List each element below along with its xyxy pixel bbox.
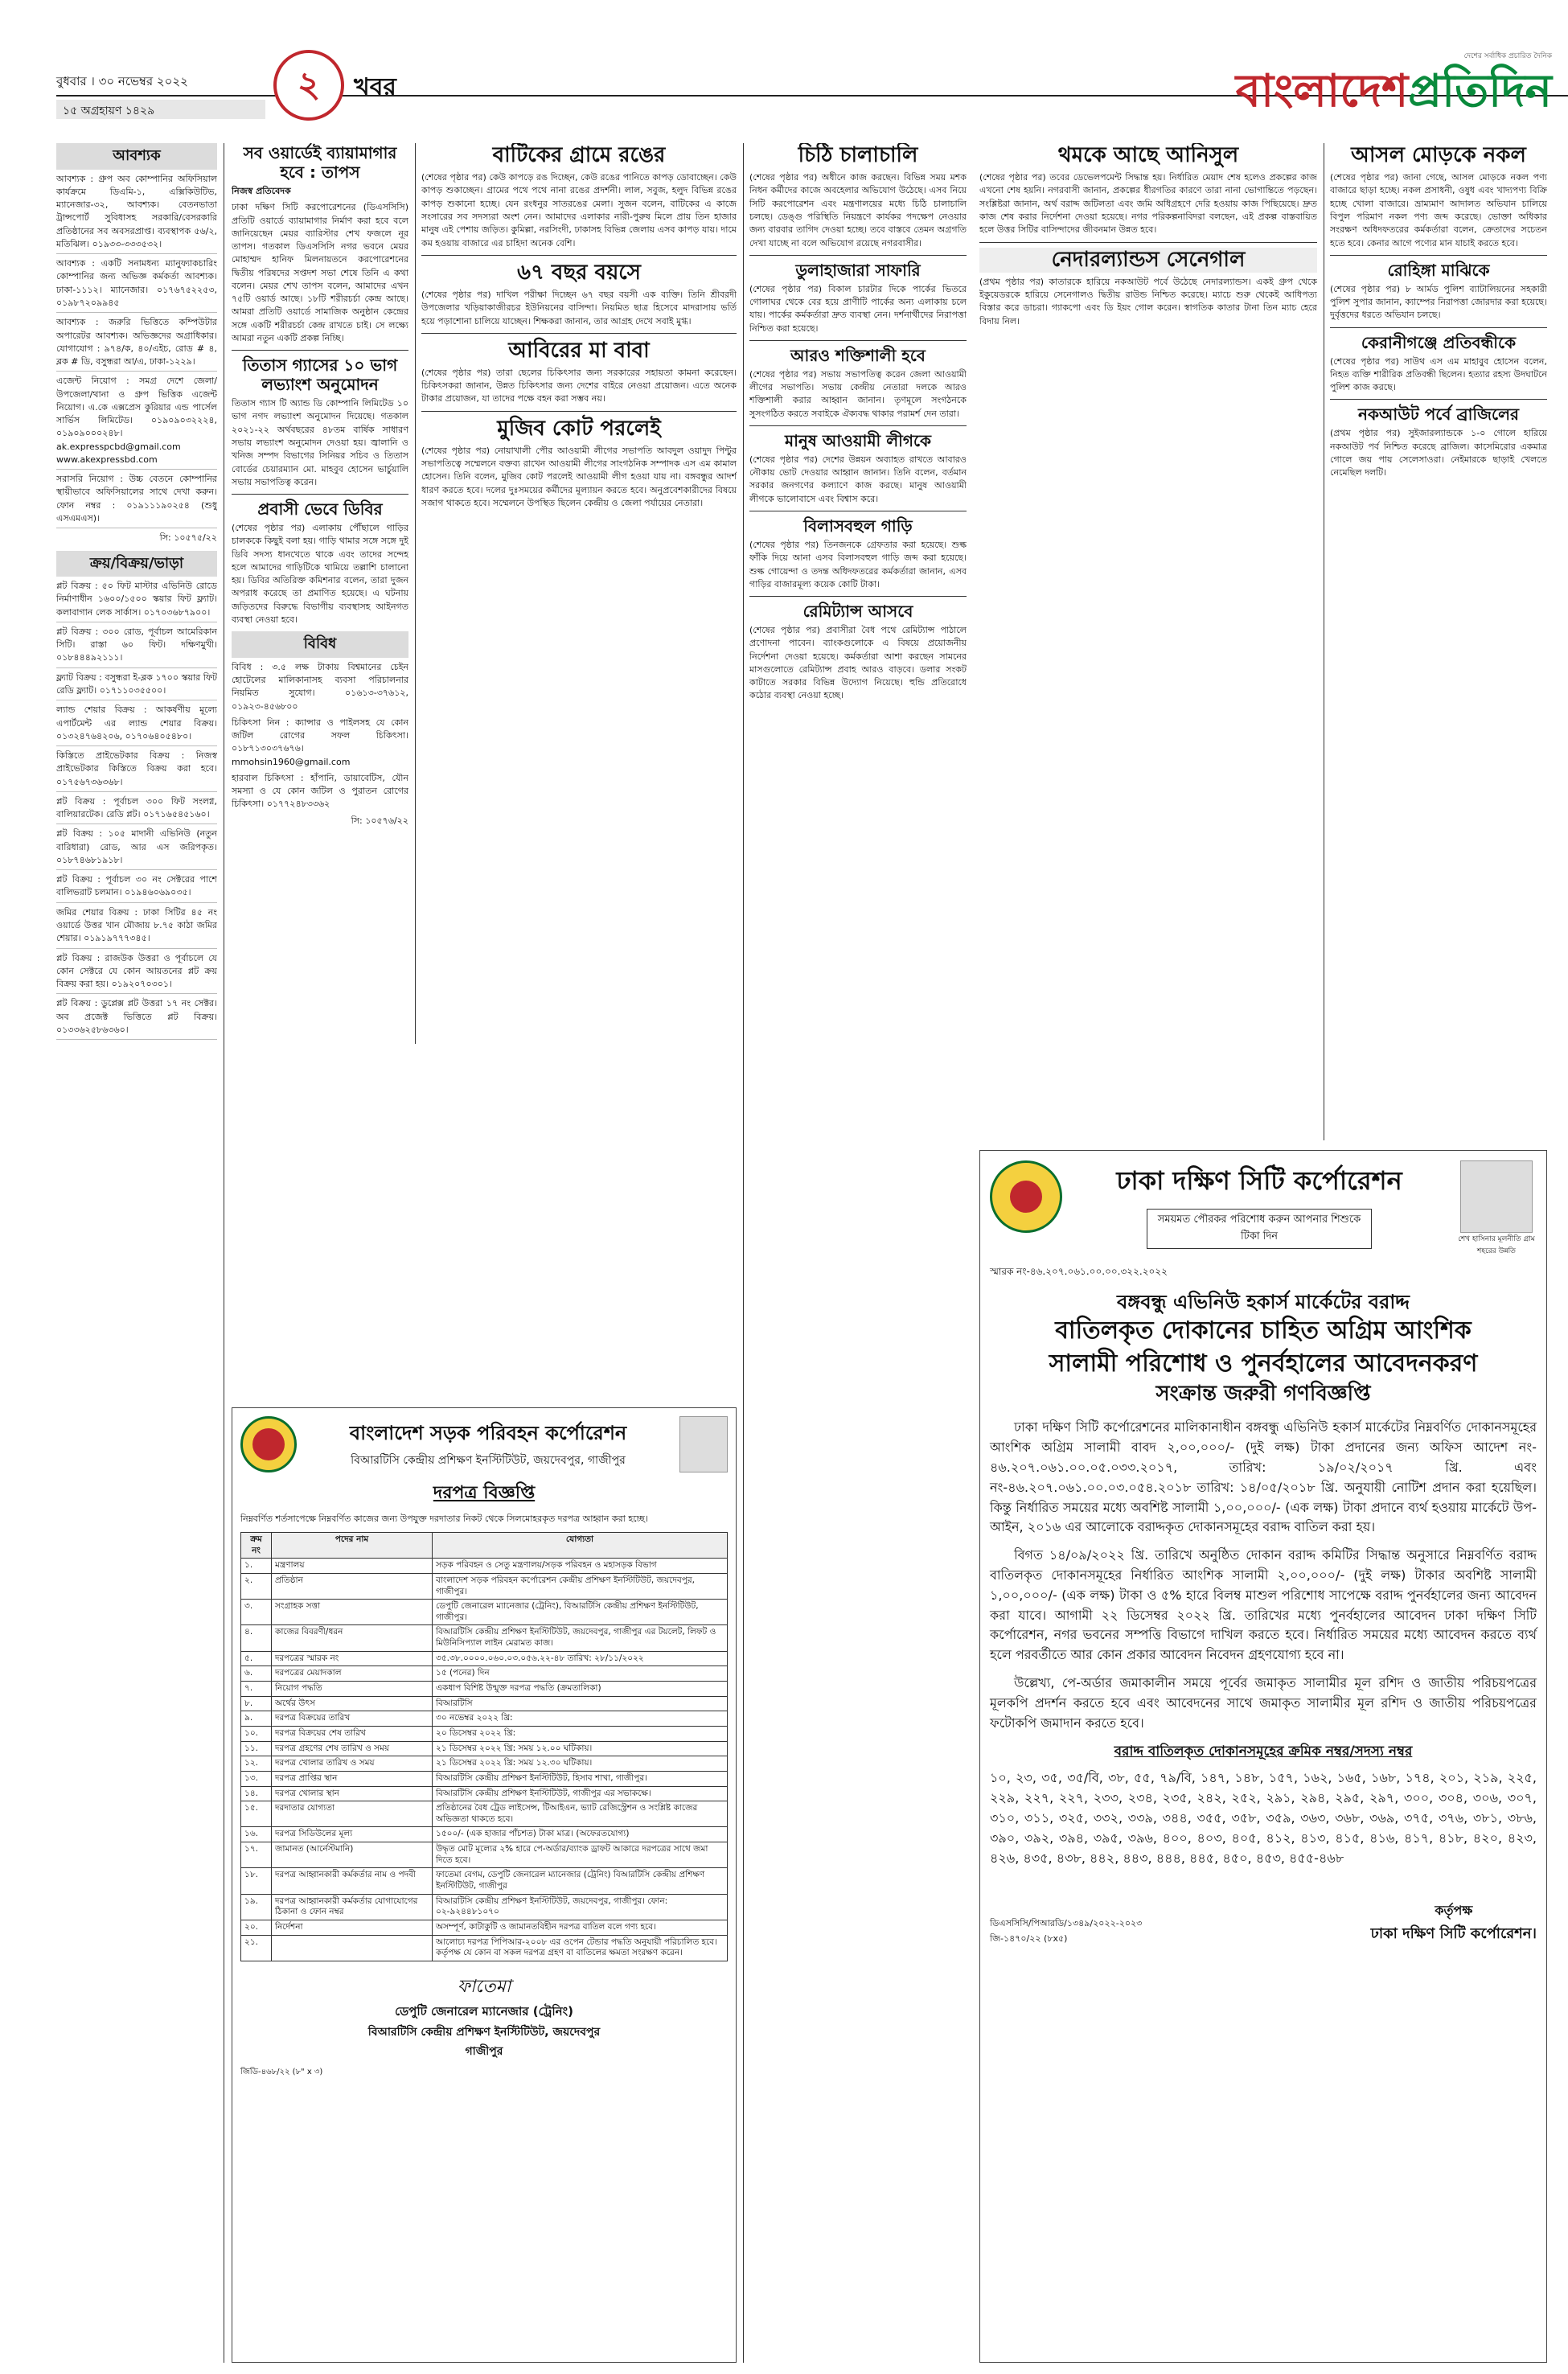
headline-awami: আরও শক্তিশালী হবে [790,345,926,365]
sale-item: প্লট বিক্রয় : ৩০০ রোড, পূর্বাচল আমেরিকান সিটি। রাস্তা ৬০ ফিট। দক্ষিণমুখী। ০১৮৪৪৪৯২১১১। [56,626,217,668]
ad-title: দরপত্র বিজ্ঞপ্তি [433,1483,536,1503]
tender-cell: ২০. [241,1920,272,1935]
divider [232,494,408,495]
tender-cell: বিআরটিসি কেন্দ্রীয় প্রশিক্ষণ ইনস্টিটিউট, জয়দেবপুর, গাজীপুর। ফোন: ০২-৯২৪৪৮১০৭০ [433,1894,728,1920]
column-2 [232,143,408,1044]
tender-cell: দরদাতার যোগ্যতা [272,1801,433,1827]
article-body-car: (শেষের পৃষ্ঠার পর) তিনজনকে গ্রেফতার করা হয়েছে। শুল্ক ফাঁকি দিয়ে আনা এসব বিলাসবহুল গাড়ি জব্দ করা হয়েছে। শুল্ক গোয়েন্দা ও তদন্ত অধিদফতরের কর্মকর্তারা জানান, এসব গাড়ির বাজারমূল্য কয়েক কোটি টাকা। [749,539,967,589]
tender-cell: ১৫. [241,1801,272,1827]
tender-cell: ১৫ (পনের) দিন [433,1666,728,1682]
sale-item: প্লট বিক্রয় : পূর্বাচল ৩০০ ফিট সংলগ্ন, বালিয়ারটেক। রেডি প্লট। ০১৭১৬৫৪৫১৬০। [56,795,217,825]
headline-keraniganj: কেরানীগঞ্জে প্রতিবন্ধীকে [1361,332,1517,352]
article-body-gym: ঢাকা দক্ষিণ সিটি করপোরেশনের (ডিএসসিসি) প্রতিটি ওয়ার্ডে ব্যায়ামাগার নির্মাণ করা হবে বলে জানিয়েছেন মেয়র ব্যারিস্টার শেখ ফজলে নূর তাপস। গতকাল ডিএসসিসি নগর ভবনে মেয়র মোহাম্মদ হানিফ মিলনায়তনে করপোরেশনের দ্বিতীয় পরিষদের সপ্তদশ সভা শেষে তিনি এ কথা বলেন। মেয়র শেখ তাপস বলেন, আমাদের এখন ৭৫টি ওয়ার্ড আছে। ১৮টি শরীরচর্চা কেন্দ্র আছে। আমরা প্রতিটি ওয়ার্ডে সামাজিক অনুষ্ঠান কেন্দ্রের সঙ্গে একটি শরীরচর্চা কেন্দ্র রাখতে চাই। সে লক্ষ্যে আমরা নতুন একটি প্রকল্প নিচ্ছি। [232,202,408,343]
tender-cell: ডেপুটি জেনারেল ম্যানেজার (ট্রেনিং), বিআরটিসি কেন্দ্রীয় প্রশিক্ষণ ইনস্টিটিউট, গাজীপুর। [433,1600,728,1625]
tender-cell: ৩০ নভেম্বর ২০২২ খ্রি: [433,1711,728,1727]
tender-row [241,1868,728,1894]
tender-cell: ১৪. [241,1786,272,1801]
headline-netherlands: নেদারল্যান্ডস সেনেগাল [979,248,1317,273]
sale-item: জমির শেয়ার বিক্রয় : ঢাকা সিটির ৪৫ নং ওয়ার্ডে উত্তর খান মৌজায় ৮.৭৫ কাঠা জমির শেয়ার। ০১৯১৯৭৭৭৩৪৫। [56,906,217,949]
tender-row [241,1559,728,1574]
tender-cell: দরপত্রের মেয়াদকাল [272,1666,433,1682]
sale-item: ল্যান্ড শেয়ার বিক্রয় : আকর্ষণীয় মূল্যে এপার্টমেন্ট এর ল্যান্ড শেয়ার বিক্রয়। ০১৩২৪৭৬৪২০৬, ০১৭০৬৪০৫৪৮০। [56,704,217,746]
dscc-para-1: ঢাকা দক্ষিণ সিটি কর্পোরেশনের মালিকানাধীন বঙ্গবন্ধু এভিনিউ হকার্স মার্কেটের নিম্নবর্ণিত দোকানসমূহের আংশিক অগ্রিম সালামী বাবদ ২,০০,০০০/- (দুই লক্ষ) টাকা প্রদানের জন্য অফিস আদেশ নং- ৪৬.২০৭.০৬১.০০.০৫.০৩৩.২০১৭, তারিখ: ১৯/০২/২০১৭ খ্রি. এবং নং-৪৬.২০৭.০৬১.০০.০৩.০৫৪.২০১৮ তারিখ: ১৪/০৫/২০১৮ খ্রি. অনুযায়ী নোটিশ প্রদান করা হয়েছিল। কিন্তু নির্ধারিত সময়ের মধ্যে অবশিষ্ট সালামী ১,০০,০০০/- (এক লক্ষ) টাকা প্রদানে ব্যর্থ হওয়ায় মার্কেটে উপ-আইন, ২০১৬ এর আলোকে বরাদ্দকৃত দোকানসমূহের বরাদ্দ বাতিল করা হয়। [990,1419,1537,1535]
tender-cell: অসম্পূর্ণ, কাটাকুটি ও জামানতবিহীন দরপত্র বাতিল বলে গণ্য হবে। [433,1920,728,1935]
ad-sub: বিআরটিসি কেন্দ্রীয় প্রশিক্ষণ ইনস্টিটিউট, জয়দেবপুর, গাজীপুর [351,1454,626,1467]
sale-item: কিস্তিতে প্রাইভেটকার বিক্রয় : নিজস্ব প্রাইভেটকার কিস্তিতে বিক্রয় করা হবে। ০১৭৫৬৭৩৬৩৬৮। [56,750,217,792]
sig-place: গাজীপুর [465,2044,503,2058]
tender-cell: দরপত্র বিক্রয়ের তারিখ [272,1711,433,1727]
article-body-awami: (শেষের পৃষ্ঠার পর) সভায় সভাপতিত্ব করেন জেলা আওয়ামী লীগের সভাপতি। সভায় কেন্দ্রীয় নেতারা দলকে আরও শক্তিশালী করার আহ্বান জানান। তৃণমূলে সংগঠনকে সুসংগঠিত করতে সবাইকে ঐক্যবদ্ধ থাকার পরামর্শ দেন তারা। [749,368,967,419]
tender-cell: দরপত্র খোলার তারিখ ও সময় [272,1756,433,1772]
tender-cell: ৩৫.৩৮.০০০০.০৬০.০৩.০৫৬.২২-৪৮ তারিখ: ২৮/১১/২০২২ [433,1651,728,1666]
article-body-safari: (শেষের পৃষ্ঠার পর) বিকাল চারটার দিকে পার্কের ভিতরে গোলাঘর থেকে বের হয়ে প্রাণীটি পার্কের অন্য এলাকায় চলে যায়। পার্কের কর্মকর্তারা দ্রুত ব্যবস্থা নেন। দর্শনার্থীদের নিরাপত্তা নিশ্চিত করা হয়েছে। [749,283,967,334]
tender-cell: সংগ্রাহক সত্তা [272,1600,433,1625]
ad-intro: নিম্নবর্ণিত শর্তসাপেক্ষে নিম্নবর্ণিত কাজের জন্য উপযুক্ত দরদাতার নিকট থেকে সিলমোহরকৃত দরপত্র আহ্বান করা হচ্ছে। [240,1514,648,1524]
article-body-netherlands: (প্রথম পৃষ্ঠার পর) কাতারকে হারিয়ে নকআউট পর্বে উঠেছে নেদারল্যান্ডস। একই গ্রুপ থেকে ইকুয়েডরকে হারিয়ে সেনেগালও দ্বিতীয় রাউন্ড নিশ্চিত করেছে। ম্যাচে শুরু থেকেই আধিপত্য বিস্তার করে ডাচরা। গ্যাকপো এবং ডি ইয়ং গোল করেন। স্বাগতিক কাতার টানা তিন ম্যাচ হেরে বিদায় নিল। [979,276,1317,327]
tender-row [241,1756,728,1772]
article-body-keraniganj: (শেষের পৃষ্ঠার পর) সাউথ এস এম মাহাবুব হোসেন বলেন, নিহত ব্যক্তি শারীরিক প্রতিবন্ধী ছিলেন। হত্যার রহস্য উদঘাটনে পুলিশ কাজ করছে। [1330,355,1547,393]
tender-cell: দরপত্র বিক্রয়ের শেষ তারিখ [272,1726,433,1741]
tender-cell: দরপত্র প্রাপ্তির স্থান [272,1771,433,1786]
ad-code: জিডি-৪৬৮/২২ (৮" x ৩) [240,2067,323,2076]
headline-abir: আবিরের মা বাবা [508,338,650,363]
article-body-gas: তিতাস গ্যাস টি অ্যান্ড ডি কোম্পানি লিমিটেড ১০ ভাগ নগদ লভ্যাংশ অনুমোদন দিয়েছে। গতকাল ২০২১-২২ অর্থবছরের ৪৮তম বার্ষিক সাধারণ সভায় লভ্যাংশ অনুমোদন দেওয়া হয়। জ্বালানি ও খনিজ সম্পদ বিভাগের সিনিয়র সচিব ও তিতাস বোর্ডের চেয়ারম্যান মো. মাহবুব হোসেন ভার্চুয়ালি সভায় সভাপতিত্ব করেন। [232,398,408,487]
tender-cell: ১৩. [241,1771,272,1786]
dscc-footer-code-2: জি-১৪৭০/২২ (৮x৫) [990,1933,1068,1945]
tender-cell: দরপত্র আহ্বানকারী কর্মকর্তার যোগাযোগের ঠিকানা ও ফোন নম্বর [272,1894,433,1920]
classified-item: আবশ্যক : জরুরি ভিত্তিতে কম্পিউটার অপারেটর আবশ্যক। অভিজ্ঞদের অগ্রাধিকার। যোগাযোগ : ৯৭৪/ক, ৪০/এইচ, রোড # ৪, ব্লক # ডি, বসুন্ধরা আ/এ, ঢাকা-১২২৯। [56,316,217,372]
tender-col-header: যোগ্যতা [433,1533,728,1559]
dscc-headline: সালামী পরিশোধ ও পুনর্বহালের আবেদনকরণ [1049,1349,1478,1378]
misc-code: সি: ১০৫৭৬/২২ [351,815,408,826]
tender-cell: ১৫০০/- (এক হাজার পাঁচশত) টাকা মাত্র। (অফেরতযোগ্য) [433,1827,728,1842]
divider [749,340,967,341]
brtc-logo [240,1416,297,1472]
tender-advertisement [232,1407,737,2363]
tender-row [241,1827,728,1842]
column-divider [415,143,416,1044]
dscc-footer-code: ডিএসসিসি/পিআরডি/১৩৪৯/২০২২-২০২৩ [990,1918,1143,1929]
tender-cell: বিআরটিসি কেন্দ্রীয় প্রশিক্ষণ ইনস্টিটিউট, জয়দেবপুর, গাজীপুর এর টয়লেট, লিফট ও মিউনিসিপ্যাল লাইন মেরামত কাজ। [433,1625,728,1651]
tender-row [241,1682,728,1697]
divider [421,333,737,334]
article-body-mujib: (শেষের পৃষ্ঠার পর) নোয়াখালী পৌর আওয়ামী লীগের সভাপতি আবদুল ওয়াদুদ পিন্টুর সভাপতিত্বে সম্মেলনে বক্তব্য রাখেন আওয়ামী লীগের সাংগঠনিক সম্পাদক এস এম কামাল হোসেন। তিনি বলেন, মুজিব কোট পরলেই আওয়ামী লীগ হওয়া যায় না। বঙ্গবন্ধুর আদর্শ ধারণ করতে হবে। দলের দুঃসময়ের কর্মীদের মূল্যায়ন করতে হবে। অনুপ্রবেশকারীদের বিষয়ে সজাগ থাকতে হবে। সম্মেলনে উপস্থিত ছিলেন কেন্দ্রীয় ও জেলা পর্যায়ের নেতারা। [421,445,737,508]
headline-car: বিলাসবহুল গাড়ি [803,515,913,536]
article-body-abir: (শেষের পৃষ্ঠার পর) তারা ছেলের চিকিৎসার জন্য সরকারের সহায়তা কামনা করেছেন। চিকিৎসকরা জানান, উন্নত চিকিৎসার জন্য দেশের বাইরে নেওয়া প্রয়োজন। এতে অনেক টাকার প্রয়োজন, যা তাদের পক্ষে বহন করা সম্ভব নয়। [421,367,737,405]
article-body-fake: (শেষের পৃষ্ঠার পর) জানা গেছে, আসল মোড়কে নকল পণ্য বাজারে ছাড়া হচ্ছে। নকল প্রসাধনী, ওষুধ এবং খাদ্যপণ্য বিক্রি হচ্ছে খোলা বাজারে। ভ্রাম্যমাণ আদালত অভিযান চালিয়ে বিপুল পরিমাণ নকল পণ্য জব্দ করেছে। ভোক্তা অধিকার সংরক্ষণ অধিদফতরের কর্মকর্তারা বলেন, ক্রেতাদের সচেতন হতে হবে। কেনার আগে পণ্যের মান যাচাই করতে হবে। [1330,172,1547,248]
headline-probashi: প্রবাসী ভেবে ডিবির [257,499,383,520]
headline-age: ৬৭ বছর বয়সে [517,260,641,285]
divider [979,242,1317,243]
tender-cell: মন্ত্রণালয় [272,1559,433,1574]
headline-anisul: থমকে আছে আনিসুল [1057,143,1239,167]
masthead [0,0,1568,129]
article-body-remittance: (শেষের পৃষ্ঠার পর) প্রবাসীরা বৈধ পথে রেমিট্যান্স পাঠালে প্রণোদনা পাবেন। ব্যাংকগুলোকে এ বিষয়ে প্রয়োজনীয় নির্দেশনা দেওয়া হয়েছে। কর্মকর্তারা আশা করছেন সামনের মাসগুলোতে রেমিট্যান্স প্রবাহ আরও বাড়বে। ডলার সংকট কাটাতে সরকার বিভিন্ন উদ্যোগ নিয়েছে। হুন্ডি প্রতিরোধে কঠোর ব্যবস্থা নেওয়া হচ্ছে। [749,625,967,701]
sale-item: প্লট বিক্রয় : ১০৫ মাদানী এভিনিউ (নতুন বারিধারা) রোড, আর এস জরিপকৃত। ০১৮৭৪৬৮১৯১৮। [56,828,217,870]
logo-tagline: দেশের সর্বাধিক প্রচারিত দৈনিক [1463,52,1552,60]
tender-row [241,1600,728,1625]
dscc-org: ঢাকা দক্ষিণ সিটি কর্পোরেশন [1116,1165,1402,1196]
dscc-headline: বাতিলকৃত দোকানের চাহিত অগ্রিম আংশিক [1055,1316,1472,1345]
tender-cell: ১২. [241,1756,272,1772]
misc-item: বিবিধ : ৩.৫ লক্ষ টাকায় বিশ্বমানের চেইন হোটেলের মালিকানাসহ ব্যবসা পরিচালনার নিয়মিত সুযোগ। ০১৬১৩-৩৭৬১২, ০১৯২৩-৪৫৬৮০০ [232,661,408,712]
article-body-rohingya: (শেষের পৃষ্ঠার পর) ৮ আর্মড পুলিশ ব্যাটালিয়নের সহকারী পুলিশ সুপার জানান, ক্যাম্পের নিরাপত্তা জোরদার করা হয়েছে। দুর্বৃত্তদের ধরতে অভিযান চলছে। [1330,283,1547,321]
tender-cell: একধাপ বিশিষ্ট উন্মুক্ত দরপত্র পদ্ধতি (ক্রমতালিকা) [433,1682,728,1697]
article-body-people: (শেষের পৃষ্ঠার পর) দেশের উন্নয়ন অব্যাহত রাখতে আবারও নৌকায় ভোট দেওয়ার আহ্বান জানান। তিনি বলেন, বর্তমান সরকার জনগণের কল্যাণে কাজ করছে। মানুষ আওয়ামী লীগকে ভালোবাসে এবং বিশ্বাস করে। [749,454,967,504]
classifieds-title: আবশ্যক [56,143,217,170]
tender-cell: কাজের বিবরণী/ধরন [272,1625,433,1651]
tender-table-body [241,1559,728,1961]
dscc-advertisement [979,1150,1547,2363]
column-5 [979,143,1317,1140]
tender-cell: বাংলাদেশ সড়ক পরিবহন কর্পোরেশন কেন্দ্রীয় প্রশিক্ষণ ইনস্টিটিউট, জয়দেবপুর, গাজীপুর। [433,1573,728,1599]
portrait-image [679,1416,728,1472]
divider [749,596,967,597]
tender-cell: ৭. [241,1682,272,1697]
dscc-headline: সংক্রান্ত জরুরী গণবিজ্ঞপ্তি [1155,1382,1371,1407]
headline-brazil: নকআউট পর্বে ব্রাজিলের [1358,405,1519,425]
classified-item: সরাসরি নিয়োগ : উচ্চ বেতনে কোম্পানির স্থায়ীভাবে অফিসিয়ালের সাথে দেখা করুন। ফোন নম্বর : ০১৯১১১৯০২৫৪ (শুধু এসএমএস)। [56,473,217,528]
signature: ফাতেমা [457,1976,511,1997]
tender-row [241,1726,728,1741]
tender-cell: ১১. [241,1741,272,1756]
article-body-batik: (শেষের পৃষ্ঠার পর) কেউ কাপড়ে রঙ দিচ্ছেন, কেউ রঙের পানিতে কাপড় ডোবাচ্ছেন। কেউ কাপড় শুকাচ্ছেন। গ্রামের পথে পথে নানা রঙের প্রদর্শনী। লাল, সবুজ, হলুদ বিভিন্ন রঙের কাপড় শুকানো হচ্ছে। যেন রংধনুর সাতরঙের মেলা। সুজন বলেন, বাটিকের এ কাজে সংসারের সব সদস্যরা অংশ নেন। আমাদের এলাকার নারী-পুরুষ মিলে প্রায় তিন হাজার মানুষ এই পেশায় জড়িত। কুমিল্লা, নরসিংদী, ঢাকাসহ বিভিন্ন জেলায় এসব কাপড় যায়। দামে কম হওয়ায় বাজারে এর চাহিদা অনেক বেশি। [421,172,737,248]
tender-cell: ১৮. [241,1868,272,1894]
tender-cell: ফাতেমা বেগম, ডেপুটি জেনারেল ম্যানেজার (ট্রেনিং) বিআরটিসি কেন্দ্রীয় প্রশিক্ষণ ইনস্টিটিউট, গাজীপুর [433,1868,728,1894]
tender-cell: জামানত (আর্নেস্টমানি) [272,1842,433,1868]
tender-cell: ৮. [241,1696,272,1711]
headline-letter: চিঠি চালাচালি [798,143,918,167]
sale-item: প্লট বিক্রয় : পূর্বাচল ৩০ নং সেক্টরের পাশে বালিভরাট চলমান। ০১৯৪৬০৬৯০৩৫। [56,873,217,903]
dscc-authority: ঢাকা দক্ষিণ সিটি কর্পোরেশন। [1370,1925,1537,1943]
divider [1330,399,1547,400]
tender-row [241,1801,728,1827]
tender-cell: দরপত্র সিডিউলের মূল্য [272,1827,433,1842]
tender-cell: বিআরটিসি [433,1696,728,1711]
article-body-probashi: (শেষের পৃষ্ঠার পর) এলাকায় পৌঁছালে গাড়ির চালককে কিছুই বলা হয়। গাড়ি থামার সঙ্গে সঙ্গে দুই ডিবি সদস্য ধানখেতে থাকে এবং তাদের সন্দেহ হলে আমাদের গাড়িটিকে থামিয়ে তল্লাশি চালানো হয়। ডিবির অতিরিক্ত কমিশনার বলেন, তারা দুজন অপরাধ করেছে তা প্রমাণিত হয়েছে। এ ঘটনায় জড়িতদের বিরুদ্ধে বিভাগীয় ব্যবস্থাসহ আইনগত ব্যবস্থা নেওয়া হবে। [232,523,408,625]
section-title: খবর [354,73,396,101]
tender-cell: বিআরটিসি কেন্দ্রীয় প্রশিক্ষণ ইনস্টিটিউট, হিসাব শাখা, গাজীপুর। [433,1771,728,1786]
tender-cell: ১৬. [241,1827,272,1842]
byline: নিজস্ব প্রতিবেদক [232,186,291,196]
ad-org: বাংলাদেশ সড়ক পরিবহন কর্পোরেশন [349,1422,627,1444]
headline-remittance: রেমিট্যান্স আসবে [802,602,913,622]
tender-cell: দরপত্র খোলার স্থান [272,1786,433,1801]
logo-part-2: প্রতিদিন [1408,64,1552,117]
tender-cell [272,1935,433,1961]
tender-row [241,1894,728,1920]
tender-row [241,1696,728,1711]
classified-item: এজেন্ট নিয়োগ : সমগ্র দেশে জেলা/উপজেলা/থানা ও গ্রুপ ভিত্তিক এজেন্ট নিয়োগ। এ.কে এক্সপ্রেস কুরিয়ার এন্ড পার্সেল সার্ভিস লিমিটেড। ০১৯০৯০৩২২২৪, ০১৯০৯০০০২৪৮। ak.expresspcbd@gmail.com www.akexpressbd.com [56,375,217,470]
tender-cell: ৫. [241,1651,272,1666]
tender-cell: প্রতিষ্ঠানের বৈধ ট্রেড লাইসেন্স, টিআইএন, ভ্যাট রেজিস্ট্রেশন ও সংশ্লিষ্ট কাজের অভিজ্ঞতা থাকতে হবে। [433,1801,728,1827]
tender-row [241,1786,728,1801]
tender-cell: ১৭. [241,1842,272,1868]
dscc-para-3: উল্লেখ্য, পে-অর্ডার জমাকালীন সময়ে পূর্বের জমাকৃত সালামীর মূল রশিদ ও জাতীয় পরিচয়পত্রের মূলকপি প্রদর্শন করতে হবে এবং আবেদনের সাথে জমাকৃত সালামীর মূল রশিদ ও জাতীয় পরিচয়পত্রের ফটোকপি জমাদান করতে হবে। [990,1675,1537,1731]
tender-cell: নির্দেশনা [272,1920,433,1935]
article-body-brazil: (প্রথম পৃষ্ঠার পর) সুইজারল্যান্ডকে ১-০ গোলে হারিয়ে নকআউট পর্ব নিশ্চিত করেছে ব্রাজিল। কাসেমিরোর একমাত্র গোলে জয় পায় সেলেসাওরা। নেইমারকে ছাড়াই খেলতে নেমেছিল দলটি। [1330,428,1547,478]
date-line: বুধবার । ৩০ নভেম্বর ২০২২ [56,74,188,88]
tender-col-header: পদের নাম [272,1533,433,1559]
newspaper-logo [1236,56,1552,132]
headline-rohingya: রোহিঙ্গা মাঝিকে [1387,260,1490,280]
tender-row [241,1920,728,1935]
sale-item: প্লট বিক্রয় : ৫০ ফিট মাস্টার এভিনিউ রোডে নির্মাণাধীন ১৬০০/১৫০০ স্কয়ার ফিট ফ্ল্যাট। কলাবাগান লেক সার্কাস। ০১৭০৩৬৮৭৯০০। [56,580,217,622]
bangla-date: ১৫ অগ্রহায়ণ ১৪২৯ [56,100,265,119]
dscc-authority-label: কর্তৃপক্ষ [1435,1903,1473,1919]
tender-cell: প্রতিষ্ঠান [272,1573,433,1599]
dscc-list: ১০, ২৩, ৩৫, ৩৫/বি, ৩৮, ৫৫, ৭৯/বি, ১৪৭, ১৪৮, ১৫৭, ১৬২, ১৬৫, ১৬৮, ১৭৪, ২০১, ২১৯, ২২৫, ২২৯, ২২৭, ২২৭, ২৩৩, ২৩৪, ২৩৫, ২৪২, ২৫২, ২৯১, ২৯৪, ২৯৫, ২৯৭, ৩০০, ৩০৪, ৩০৬, ৩০৭, ৩১০, ৩১১, ৩২৫, ৩৩২, ৩৩৯, ৩৪৪, ৩৫৫, ৩৫৮, ৩৫৯, ৩৬৩, ৩৬৮, ৩৬৯, ৩৭৫, ৩৭৬, ৩৮১, ৩৮৬, ৩৯০, ৩৯২, ৩৯৪, ৩৯৫, ৩৯৬, ৪০০, ৪০৩, ৪০৫, ৪১২, ৪১৩, ৪১৫, ৪১৬, ৪১৭, ৪১৮, ৪২০, ৪২৩, ৪২৬, ৪৩৫, ৪৩৮, ৪৪২, ৪৪৩, ৪৪৪, ৪৪৫, ৪৫০, ৪৫৩, ৪৫৫-৪৬৮ [990,1770,1537,1866]
tender-cell: ৯. [241,1711,272,1727]
dscc-slogan: সময়মত পৌরকর পরিশোধ করুন আপনার শিশুকে টিকা দিন [1147,1209,1372,1249]
tender-cell: ২১. [241,1935,272,1961]
portrait-caption: শেখ হাসিনার মূলনীতি গ্রাম শহরের উন্নতি [1458,1235,1535,1255]
tender-cell: ৪. [241,1625,272,1651]
misc-item: চিকিৎসা নিন : ক্যান্সার ও পাইলসহ যে কোন জটিল রোগের সফল চিকিৎসা। ০১৮৭১৩০৩৭৬৭৬। mmohsin1960@gmail.com [232,717,408,767]
tender-cell: নিয়োগ পদ্ধতি [272,1682,433,1697]
tender-cell: ২১ ডিসেম্বর ২০২২ খ্রি: সময় ১২.৩০ ঘটিকায়। [433,1756,728,1772]
column-3 [421,143,737,1398]
divider [749,425,967,426]
tender-cell: উদ্ধৃত মোট মূল্যের ২% হারে পে-অর্ডার/ব্যাংক ড্রাফট আকারে দরপত্রের সাথে জমা দিতে হবে। [433,1842,728,1868]
tender-cell: আলোচ্য দরপত্র পিপিআর-২০০৮ এর ওপেন টেন্ডার পদ্ধতি অনুযায়ী পরিচালিত হবে। কর্তৃপক্ষ যে কোন বা সকল দরপত্র গ্রহণ বা বাতিলের ক্ষমতা সংরক্ষণ করেন। [433,1935,728,1961]
tender-cell: অর্থের উৎস [272,1696,433,1711]
headline-safari: ডুলাহাজারা সাফারি [795,260,921,280]
tender-row [241,1666,728,1682]
dscc-logo [990,1160,1062,1233]
sale-item: প্লট বিক্রয় : ডুপ্লেক্স প্লট উত্তরা ১৭ নং সেক্টর। অব প্রজেক্ট ভিত্তিতে প্লট বিক্রয়। ০১৩৩৬২৫৮৬৩৬০। [56,997,217,1040]
divider [1330,255,1547,256]
tender-cell: ২১ ডিসেম্বর ২০২২ খ্রি: সময় ১২.০০ ঘটিকায়। [433,1741,728,1756]
portrait-image [1460,1160,1533,1233]
sig-name: ডেপুটি জেনারেল ম্যানেজার (ট্রেনিং) [395,2003,573,2019]
tender-row [241,1771,728,1786]
logo-part-1: বাংলাদেশ [1235,64,1409,117]
tender-cell: দরপত্র গ্রহণের শেষ তারিখ ও সময় [272,1741,433,1756]
headline-gas: তিতাস গ্যাসের ১০ ভাগ লভ্যাংশ অনুমোদন [242,355,398,395]
headline-people: মানুষ আওয়ামী লীগকে [784,430,931,450]
sale-title: ক্রয়/বিক্রয়/ভাড়া [56,551,217,577]
tender-row [241,1741,728,1756]
tender-cell: ২. [241,1573,272,1599]
divider [421,411,737,412]
classified-item: আবশ্যক : গ্রুপ অব কোম্পানির অফিসিয়াল কার্যক্রমে ডিএমি-১, এক্সিকিউটিভ, ম্যানেজার-৩২, আবশ্যক। বেতনভাতা ট্রান্সপোর্ট সুবিধাসহ সরকারি/বেসরকারি প্রতিষ্ঠানের সব অবসরপ্রাপ্ত। ব্যবস্থাপক ৫৬/২, মতিঝিল। ০১৯৩৩-৩৩৩৫৩২। [56,173,217,255]
tender-cell: দরপত্রের স্মারক নং [272,1651,433,1666]
divider [232,350,408,351]
article-body-age: (শেষের পৃষ্ঠার পর) দাখিল পরীক্ষা দিচ্ছেন ৬৭ বছর বয়সী এক ব্যক্তি। তিনি শ্রীবরদী উপজেলার খড়িয়াকাজীরচর ইউনিয়নের বাসিন্দা। নিয়মিত ছাত্র হিসেবে মাদরাসায় ভর্তি হয়ে পড়াশোনা চালিয়ে যাচ্ছেন। শিক্ষকরা জানান, তার আগ্রহ দেখে সবাই মুগ্ধ। [421,289,737,327]
article-body-letter: (শেষের পৃষ্ঠার পর) অধীনে কাজ করছেন। বিভিন্ন সময় মশক নিধন কর্মীদের কাজে অবহেলার অভিযোগ উঠেছে। এসব নিয়ে সিটি করপোরেশন এবং মন্ত্রণালয়ের মধ্যে চিঠি চালাচালি চলছে। ডেঙ্গু পরিস্থিতি নিয়ন্ত্রণে কার্যকর পদক্ষেপ নেওয়ার জন্য বারবার তাগিদ দেওয়া হচ্ছে। তবে বাস্তবে তেমন অগ্রগতি দেখা যাচ্ছে না বলে অভিযোগ রয়েছে নগরবাসীর। [749,172,967,248]
dscc-para-2: বিগত ১৪/০৯/২০২২ খ্রি. তারিখে অনুষ্ঠিত দোকান বরাদ্দ কমিটির সিদ্ধান্ত অনুসারে নিম্নবর্ণিত বরাদ্দ বাতিলকৃত দোকানসমূহের নির্ধারিত আংশিক সালামী ২,০০,০০০/- (দুই লক্ষ) টাকার অবশিষ্ট সালামী ১,০০,০০০/- (এক লক্ষ) টাকা ও ৫% হারে বিলম্ব মাশুল পরিশোধ সাপেক্ষে বরাদ্দ পুনর্বহালের জন্য আবেদন করা যাবে। আগামী ২২ ডিসেম্বর ২০২২ খ্রি. তারিখের মধ্যে পুনর্বহালের আবেদন ঢাকা দক্ষিণ সিটি কর্পোরেশন, নগর ভবনের সম্পত্তি বিভাগে দাখিল করতে হবে। নির্ধারিত সময়ের মধ্যে আবেদন করতে ব্যর্থ হলে পরবর্তীতে আর কোন প্রকার আবেদন নিবেদন গ্রহণযোগ্য হবে না। [990,1547,1537,1663]
sig-sub: বিআরটিসি কেন্দ্রীয় প্রশিক্ষণ ইনস্টিটিউট, জয়দেবপুর [367,2025,601,2039]
tender-cell: দরপত্র আহ্বানকারী কর্মকর্তার নাম ও পদবী [272,1868,433,1894]
misc-title: বিবিধ [232,631,408,658]
page-number: ২ [273,50,344,121]
tender-row [241,1935,728,1961]
divider [749,255,967,256]
headline-fake: আসল মোড়কে নকল [1351,143,1526,167]
misc-item: হারবাল চিকিৎসা : হাঁপানি, ডায়াবেটিস, যৌন সমস্যা ও যে কোন জটিল ও পুরাতন রোগের চিকিৎসা। ০১৭৭২৪৮৩৩৬২ [232,772,408,810]
tender-cell: ১. [241,1559,272,1574]
column-divider [743,143,744,2363]
tender-row [241,1573,728,1599]
dscc-headline: বঙ্গবন্ধু এভিনিউ হকার্স মার্কেটের বরাদ্দ [1116,1291,1410,1313]
headline-batik: বাটিকের গ্রামে রঙের [492,143,666,167]
tender-cell: ২০ ডিসেম্বর ২০২২ খ্রি: [433,1726,728,1741]
sale-item: ফ্ল্যাট বিক্রয় : বসুন্ধরা ই-ব্লক ১৭০০ স্কয়ার ফিট রেডি ফ্ল্যাট। ০১৭১১০৩৫৫০০। [56,672,217,701]
classified-item: আবশ্যক : একটি সনামধন্য ম্যানুফ্যাকচারিং কোম্পানির জন্য অভিজ্ঞ কর্মকর্তা আবশ্যক। ঢাকা-১১১২। ম্যানেজার। ০১৭৬৭৫২২৫৩, ০১৯৮৭২০৯৯৪৫ [56,257,217,313]
tender-cell: ৬. [241,1666,272,1682]
tender-table [240,1532,728,1961]
tender-row [241,1842,728,1868]
classified-code: সি: ১০৫৭৫/২২ [159,532,217,544]
tender-row [241,1625,728,1651]
dscc-ref: স্মারক নং-৪৬.২০৭.০৬১.০০.০০.৩২২.২০২২ [990,1266,1168,1277]
tender-cell: বিআরটিসি কেন্দ্রীয় প্রশিক্ষণ ইনস্টিটিউট, গাজীপুর এর সভাকক্ষে। [433,1786,728,1801]
tender-row [241,1651,728,1666]
tender-row [241,1711,728,1727]
article-body-anisul: (শেষের পৃষ্ঠার পর) তবের ডেভেলপমেন্ট সিদ্ধান্ত হয়। নির্ধারিত মেয়াদ শেষ হলেও প্রকল্পের কাজ এখনো শেষ হয়নি। নগরবাসী জানান, প্রকল্পের ধীরগতির কারণে তারা নানা ভোগান্তিতে পড়ছেন। সংশ্লিষ্টরা জানান, অর্থ বরাদ্দ জটিলতা এবং জমি অধিগ্রহণে দেরি হওয়ায় কাজ পিছিয়েছে। দ্রুত কাজ শেষ করার নির্দেশনা দেওয়া হয়েছে। নগর পরিকল্পনাবিদরা বলছেন, এই প্রকল্প বাস্তবায়িত হলে উত্তর সিটির বাসিন্দাদের জীবনমান উন্নত হবে। [979,172,1317,236]
column-4 [749,143,967,2363]
tender-cell: ১০. [241,1726,272,1741]
headline-mujib: মুজিব কোট পরলেই [497,416,661,441]
tender-cell: ১৯. [241,1894,272,1920]
column-6 [1330,143,1547,1140]
headline-gym: সব ওয়ার্ডেই ব্যায়ামাগার হবে : তাপস [243,143,397,182]
dscc-list-title: বরাদ্দ বাতিলকৃত দোকানসমূহের ক্রমিক নম্বর/সদস্য নম্বর [1114,1744,1413,1760]
tender-cell: সড়ক পরিবহন ও সেতু মন্ত্রণালয়/সড়ক পরিবহন ও মহাসড়ক বিভাগ [433,1559,728,1574]
sale-item: প্লট বিক্রয় : রাজউক উত্তরা ও পূর্বাচলে যে কোন সেক্টরে যে কোন আয়তনের প্লট ক্রয় বিক্রয় করা হয়। ০১৯২০৭০৩০১। [56,952,217,995]
tender-col-header: ক্রম নং [241,1533,272,1559]
divider [421,255,737,256]
tender-cell: ৩. [241,1600,272,1625]
divider [1330,327,1547,328]
classifieds-column [56,143,217,2363]
